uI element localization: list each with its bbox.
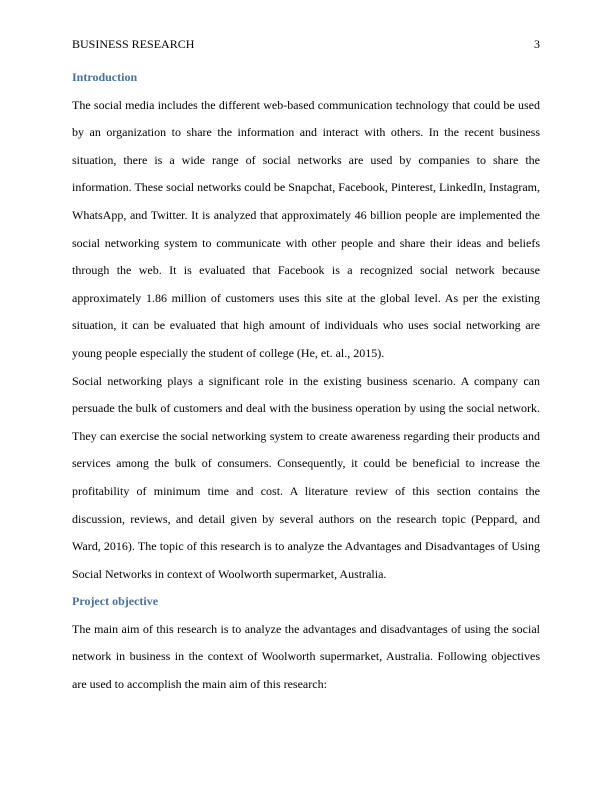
page-number: 3 <box>534 37 540 51</box>
project-objective-paragraph: The main aim of this research is to analyze the advantages and disadvantages of using the social network in business in the context of Woolworth supermarket, Australia. Following objectives are used to accomplish the main aim of this research: <box>72 621 540 692</box>
document-body <box>72 64 540 699</box>
introduction-paragraph-1: The social media includes the different web-based communication technology that could be used by an organization to share the information and interact with others. In the recent business situation, there is a wide range of social networks are used by companies to share the information. These social networks could be Snapchat, Facebook, Pinterest, LinkedIn, Instagram, WhatsApp, and Twitter. It is analyzed that approximately 46 billion people are implemented the social networking system to communicate with other people and share their ideas and beliefs through the web. It is evaluated that Facebook is a recognized social network because approximately 1.86 million of customers uses this site at the global level. As per the existing situation, it can be evaluated that high amount of individuals who uses social networking are young people especially the student of college (He, et. al., 2015). <box>72 97 540 360</box>
running-head <box>72 36 540 52</box>
section-heading-project-objective: Project objective <box>72 594 159 609</box>
introduction-paragraph-2: Social networking plays a significant role in the existing business scenario. A company can persuade the bulk of customers and deal with the business operation by using the social network. They can exercise the social networking system to create awareness regarding their products and services among the bulk of consumers. Consequently, it could be beneficial to increase the profitability of minimum time and cost. A literature review of this section contains the discussion, reviews, and detail given by several authors on the research topic (Peppard, and Ward, 2016). The topic of this research is to analyze the Advantages and Disadvantages of Using Social Networks in context of Woolworth supermarket, Australia. <box>72 373 540 581</box>
running-title: BUSINESS RESEARCH <box>72 37 195 51</box>
section-heading-introduction: Introduction <box>72 70 138 84</box>
